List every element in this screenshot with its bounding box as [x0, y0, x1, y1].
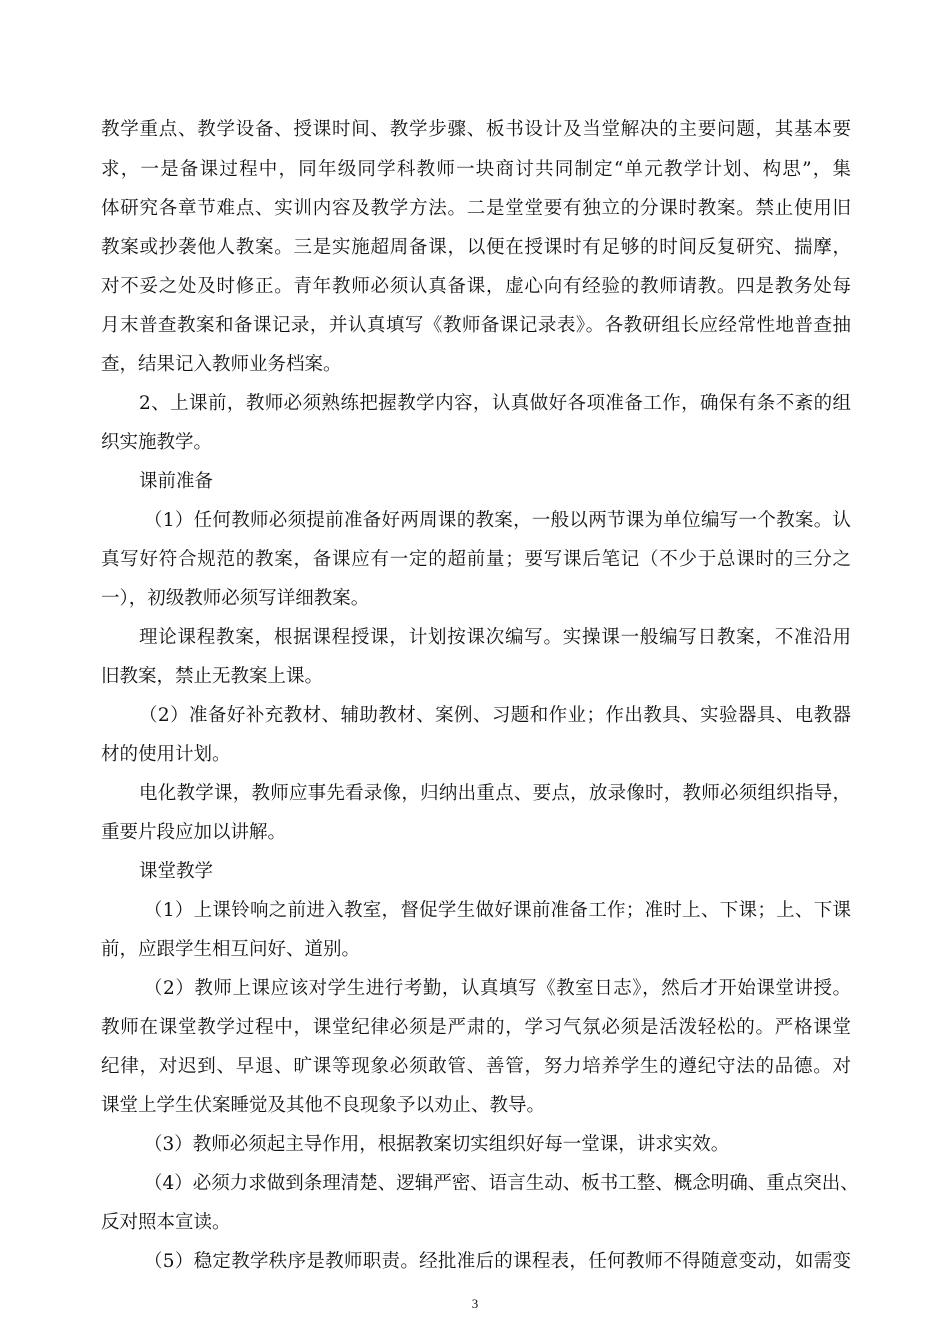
- body-text-line: 织实施教学。: [101, 432, 213, 453]
- section-heading: 课堂教学: [139, 861, 214, 882]
- body-text-line: 理论课程教案，根据课程授课，计划按课次编写。实操课一般编写日教案，不准沿用: [139, 627, 851, 648]
- body-text-line: （1）任何教师必须提前准备好两周课的教案，一般以两节课为单位编写一个教案。认: [144, 510, 851, 531]
- body-text-line: 纪律，对迟到、早退、旷课等现象必须敢管、善管，努力培养学生的遵纪守法的品德。对: [101, 1056, 851, 1077]
- body-text-line: （4）必须力求做到条理清楚、逻辑严密、语言生动、板书工整、概念明确、重点突出、: [144, 1173, 859, 1194]
- body-text-line: 查，结果记入教师业务档案。: [101, 354, 342, 375]
- body-text-line: （2）教师上课应该对学生进行考勤，认真填写《教室日志》，然后才开始课堂讲授。: [144, 978, 851, 999]
- body-text-line: 重要片段应加以讲解。: [101, 822, 287, 843]
- body-text-line: 课堂上学生伏案睡觉及其他不良现象予以劝止、教导。: [101, 1095, 546, 1116]
- section-heading: 课前准备: [139, 471, 214, 492]
- body-text-line: 反对照本宣读。: [101, 1212, 231, 1233]
- page-number: 3: [471, 1296, 479, 1311]
- body-text-line: 2、上课前，教师必须熟练把握教学内容，认真做好各项准备工作，确保有条不紊的组: [139, 393, 851, 414]
- body-text-line: 一），初级教师必须写详细教案。: [101, 588, 370, 609]
- body-text-line: （2）准备好补充教材、辅助教材、案例、习题和作业；作出教具、实验器具、电教器: [139, 705, 851, 726]
- body-text-line: （3）教师必须起主导作用，根据教案切实组织好每一堂课，讲求实效。: [144, 1134, 730, 1155]
- body-text-line: 前，应跟学生相互问好、道别。: [101, 939, 361, 960]
- body-text-line: （5）稳定教学秩序是教师职责。经批准后的课程表，任何教师不得随意变动，如需变: [144, 1251, 851, 1272]
- body-text-line: 月末普查教案和备课记录，并认真填写《教师备课记录表》。各教研组长应经常性地普查抽: [101, 315, 851, 336]
- body-text-line: 真写好符合规范的教案，备课应有一定的超前量；要写课后笔记（不少于总课时的三分之: [101, 549, 851, 570]
- body-text-line: 体研究各章节难点、实训内容及教学方法。二是堂堂要有独立的分课时教案。禁止使用旧: [101, 198, 851, 219]
- body-text-line: 旧教案，禁止无教案上课。: [101, 666, 324, 687]
- body-text-line: 教案或抄袭他人教案。三是实施超周备课，以便在授课时有足够的时间反复研究、揣摩，: [101, 237, 851, 258]
- body-text-line: （1）上课铃响之前进入教室，督促学生做好课前准备工作；准时上、下课；上、下课: [144, 900, 851, 921]
- body-text-line: 对不妥之处及时修正。青年教师必须认真备课，虚心向有经验的教师请教。四是教务处每: [101, 276, 851, 297]
- body-text-line: 电化教学课，教师应事先看录像，归纳出重点、要点，放录像时，教师必须组织指导，: [139, 783, 851, 804]
- body-text-line: 教学重点、教学设备、授课时间、教学步骤、板书设计及当堂解决的主要问题，其基本要: [101, 119, 851, 140]
- body-text-line: 材的使用计划。: [101, 744, 231, 765]
- body-text-line: 教师在课堂教学过程中，课堂纪律必须是严肃的，学习气氛必须是活泼轻松的。严格课堂: [101, 1017, 851, 1038]
- body-text-line: 求，一是备课过程中，同年级同学科教师一块商讨共同制定“单元教学计划、构思”，集: [101, 159, 851, 180]
